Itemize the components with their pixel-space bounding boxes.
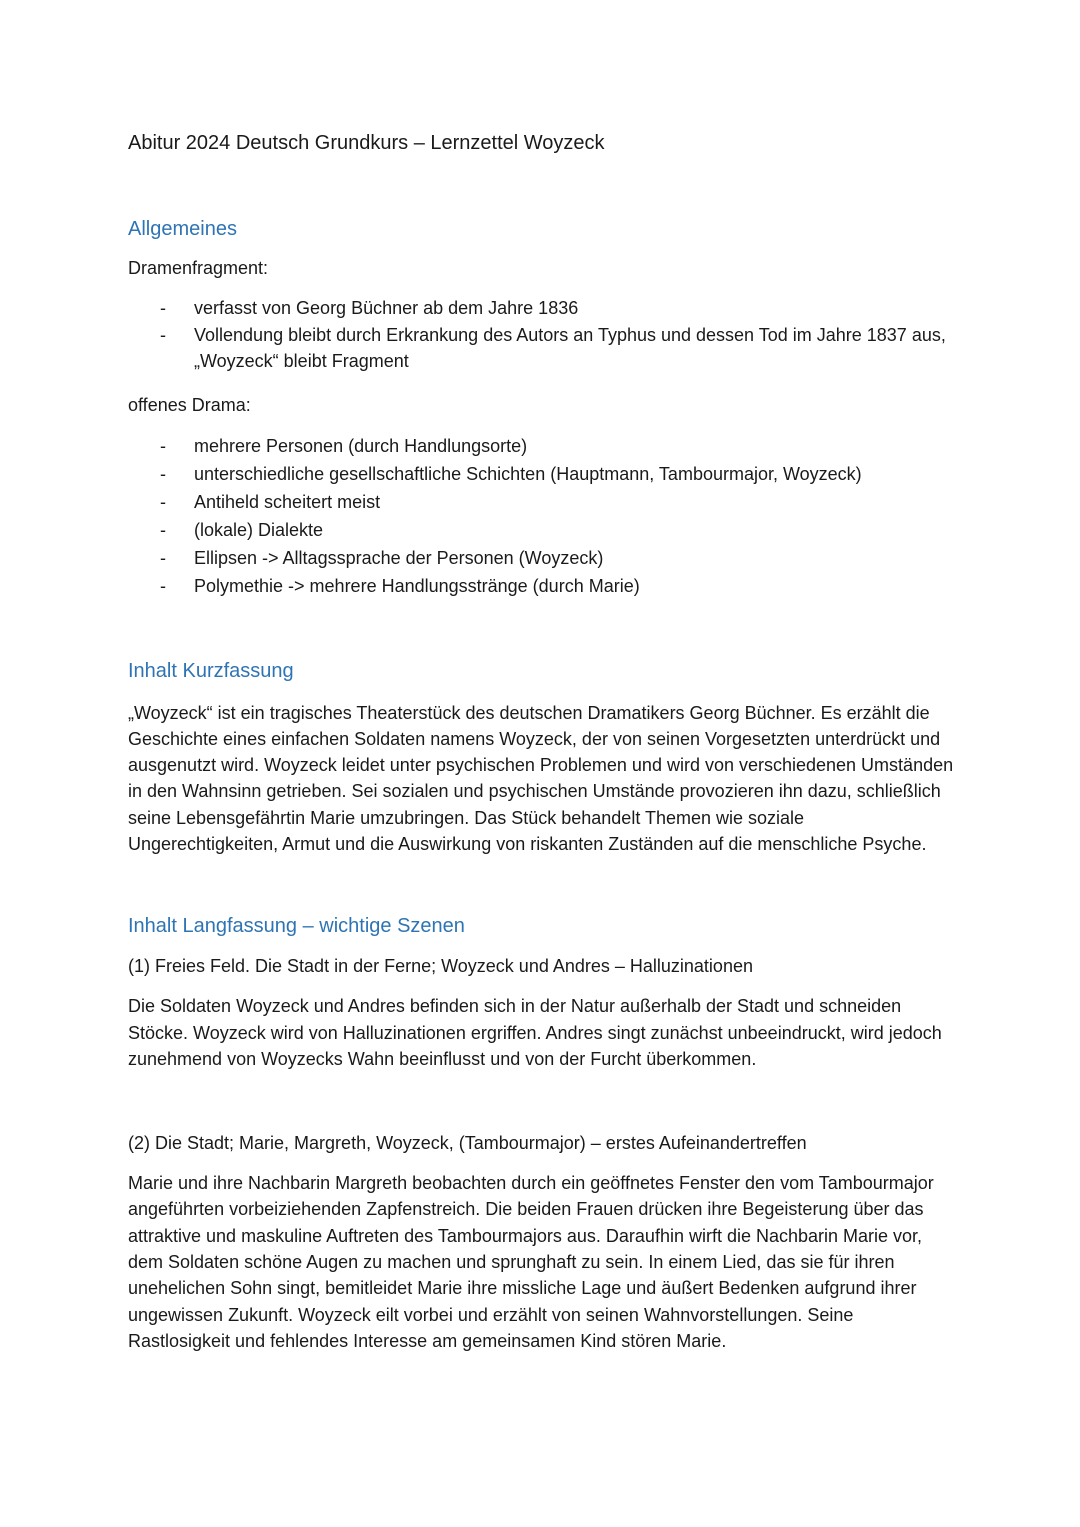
dramenfragment-label: Dramenfragment: xyxy=(128,258,269,278)
kurzfassung-paragraph: „Woyzeck“ ist ein tragisches Theaterstück des deutschen Dramatikers Georg Büchner. Es erzählt die Geschichte eines einfachen Soldaten namens Woyzeck, der von seinen Vorgesetzten unterdrückt und ausgenutzt wird. Woyzeck leidet unter psychischen Problemen und wird von verschiedenen Umständen in den Wahnsinn getrieben. Sei sozialen und psychischen Umstände provozieren ihn dazu, schließlich seine Lebensgefährtin Marie umzubringen. Das Stück behandelt Themen wie soziale Ungerechtigkeiten, Armut und die Auswirkung von riskanten Zuständen auf die menschliche Psyche. xyxy=(128,702,954,854)
dash-bullet: - xyxy=(160,324,166,345)
list-item-text: Vollendung bleibt durch Erkrankung des Autors an Typhus und dessen Tod im Jahre 1837 aus, „Woyzeck“ bleibt Fragment xyxy=(194,324,946,371)
dash-bullet: - xyxy=(160,519,166,540)
list-item xyxy=(128,544,958,572)
dash-bullet: - xyxy=(160,575,166,596)
scene-title: (1) Freies Feld. Die Stadt in der Ferne; Woyzeck und Andres – Halluzinationen xyxy=(128,956,753,977)
scene-paragraph: Die Soldaten Woyzeck und Andres befinden sich in der Natur außerhalb der Stadt und schneiden Stöcke. Woyzeck wird von Halluzinationen ergriffen. Andres singt zunächst unbeeindruckt, wird jedoch zunehmend von Woyzecks Wahn beeinflusst und von der Furcht überkommen. xyxy=(128,996,942,1069)
list-item-text: Ellipsen -> Alltagssprache der Personen (Woyzeck) xyxy=(194,547,604,568)
list-item xyxy=(128,516,958,544)
list-item xyxy=(128,488,958,516)
dash-bullet: - xyxy=(160,435,166,456)
section-heading-kurzfassung: Inhalt Kurzfassung xyxy=(128,659,294,682)
list-item xyxy=(128,432,958,460)
dramenfragment-list xyxy=(128,295,958,375)
section-heading-langfassung: Inhalt Langfassung – wichtige Szenen xyxy=(128,915,465,938)
list-item-text: mehrere Personen (durch Handlungsorte) xyxy=(194,435,528,456)
dash-bullet: - xyxy=(160,547,166,568)
list-item-text: unterschiedliche gesellschaftliche Schichten (Hauptmann, Tambourmajor, Woyzeck) xyxy=(194,463,862,484)
list-item-text: verfasst von Georg Büchner ab dem Jahre 1836 xyxy=(194,298,579,318)
offenes-drama-label: offenes Drama: xyxy=(128,394,251,415)
document-page xyxy=(128,128,958,1354)
dash-bullet: - xyxy=(160,463,166,484)
list-item xyxy=(128,295,958,322)
list-item-text: Polymethie -> mehrere Handlungsstränge (durch Marie) xyxy=(194,575,640,596)
document-title: Abitur 2024 Deutsch Grundkurs – Lernzettel Woyzeck xyxy=(128,132,605,154)
section-heading-allgemeines: Allgemeines xyxy=(128,218,237,240)
list-item xyxy=(128,572,958,600)
scene-paragraph: Marie und ihre Nachbarin Margreth beobachten durch ein geöffnetes Fenster den vom Tambourmajor angeführten vorbeiziehenden Zapfenstreich. Die beiden Frauen drücken ihre Begeisterung über das attraktive und maskuline Auftreten des Tambourmajors aus. Daraufhin wirft die Nachbarin Marie vor, dem Soldaten schöne Augen zu machen und sprunghaft zu sein. In einem Lied, das sie für ihren unehelichen Sohn singt, bemitleidet Marie ihre missliche Lage und äußert Bedenken aufgrund ihrer ungewissen Zukunft. Woyzeck eilt vorbei und erzählt von seinen Wahnvorstellungen. Seine Rastlosigkeit und fehlendes Interesse am gemeinsamen Kind stören Marie. xyxy=(128,1173,934,1351)
list-item-text: (lokale) Dialekte xyxy=(194,519,324,540)
offenes-drama-list xyxy=(128,432,958,600)
list-item xyxy=(128,460,958,488)
list-item xyxy=(128,322,958,375)
dash-bullet: - xyxy=(160,491,166,512)
list-item-text: Antiheld scheitert meist xyxy=(194,491,381,512)
scene-title: (2) Die Stadt; Marie, Margreth, Woyzeck, (Tambourmajor) – erstes Aufeinandertreffen xyxy=(128,1133,807,1154)
dash-bullet: - xyxy=(160,298,166,318)
